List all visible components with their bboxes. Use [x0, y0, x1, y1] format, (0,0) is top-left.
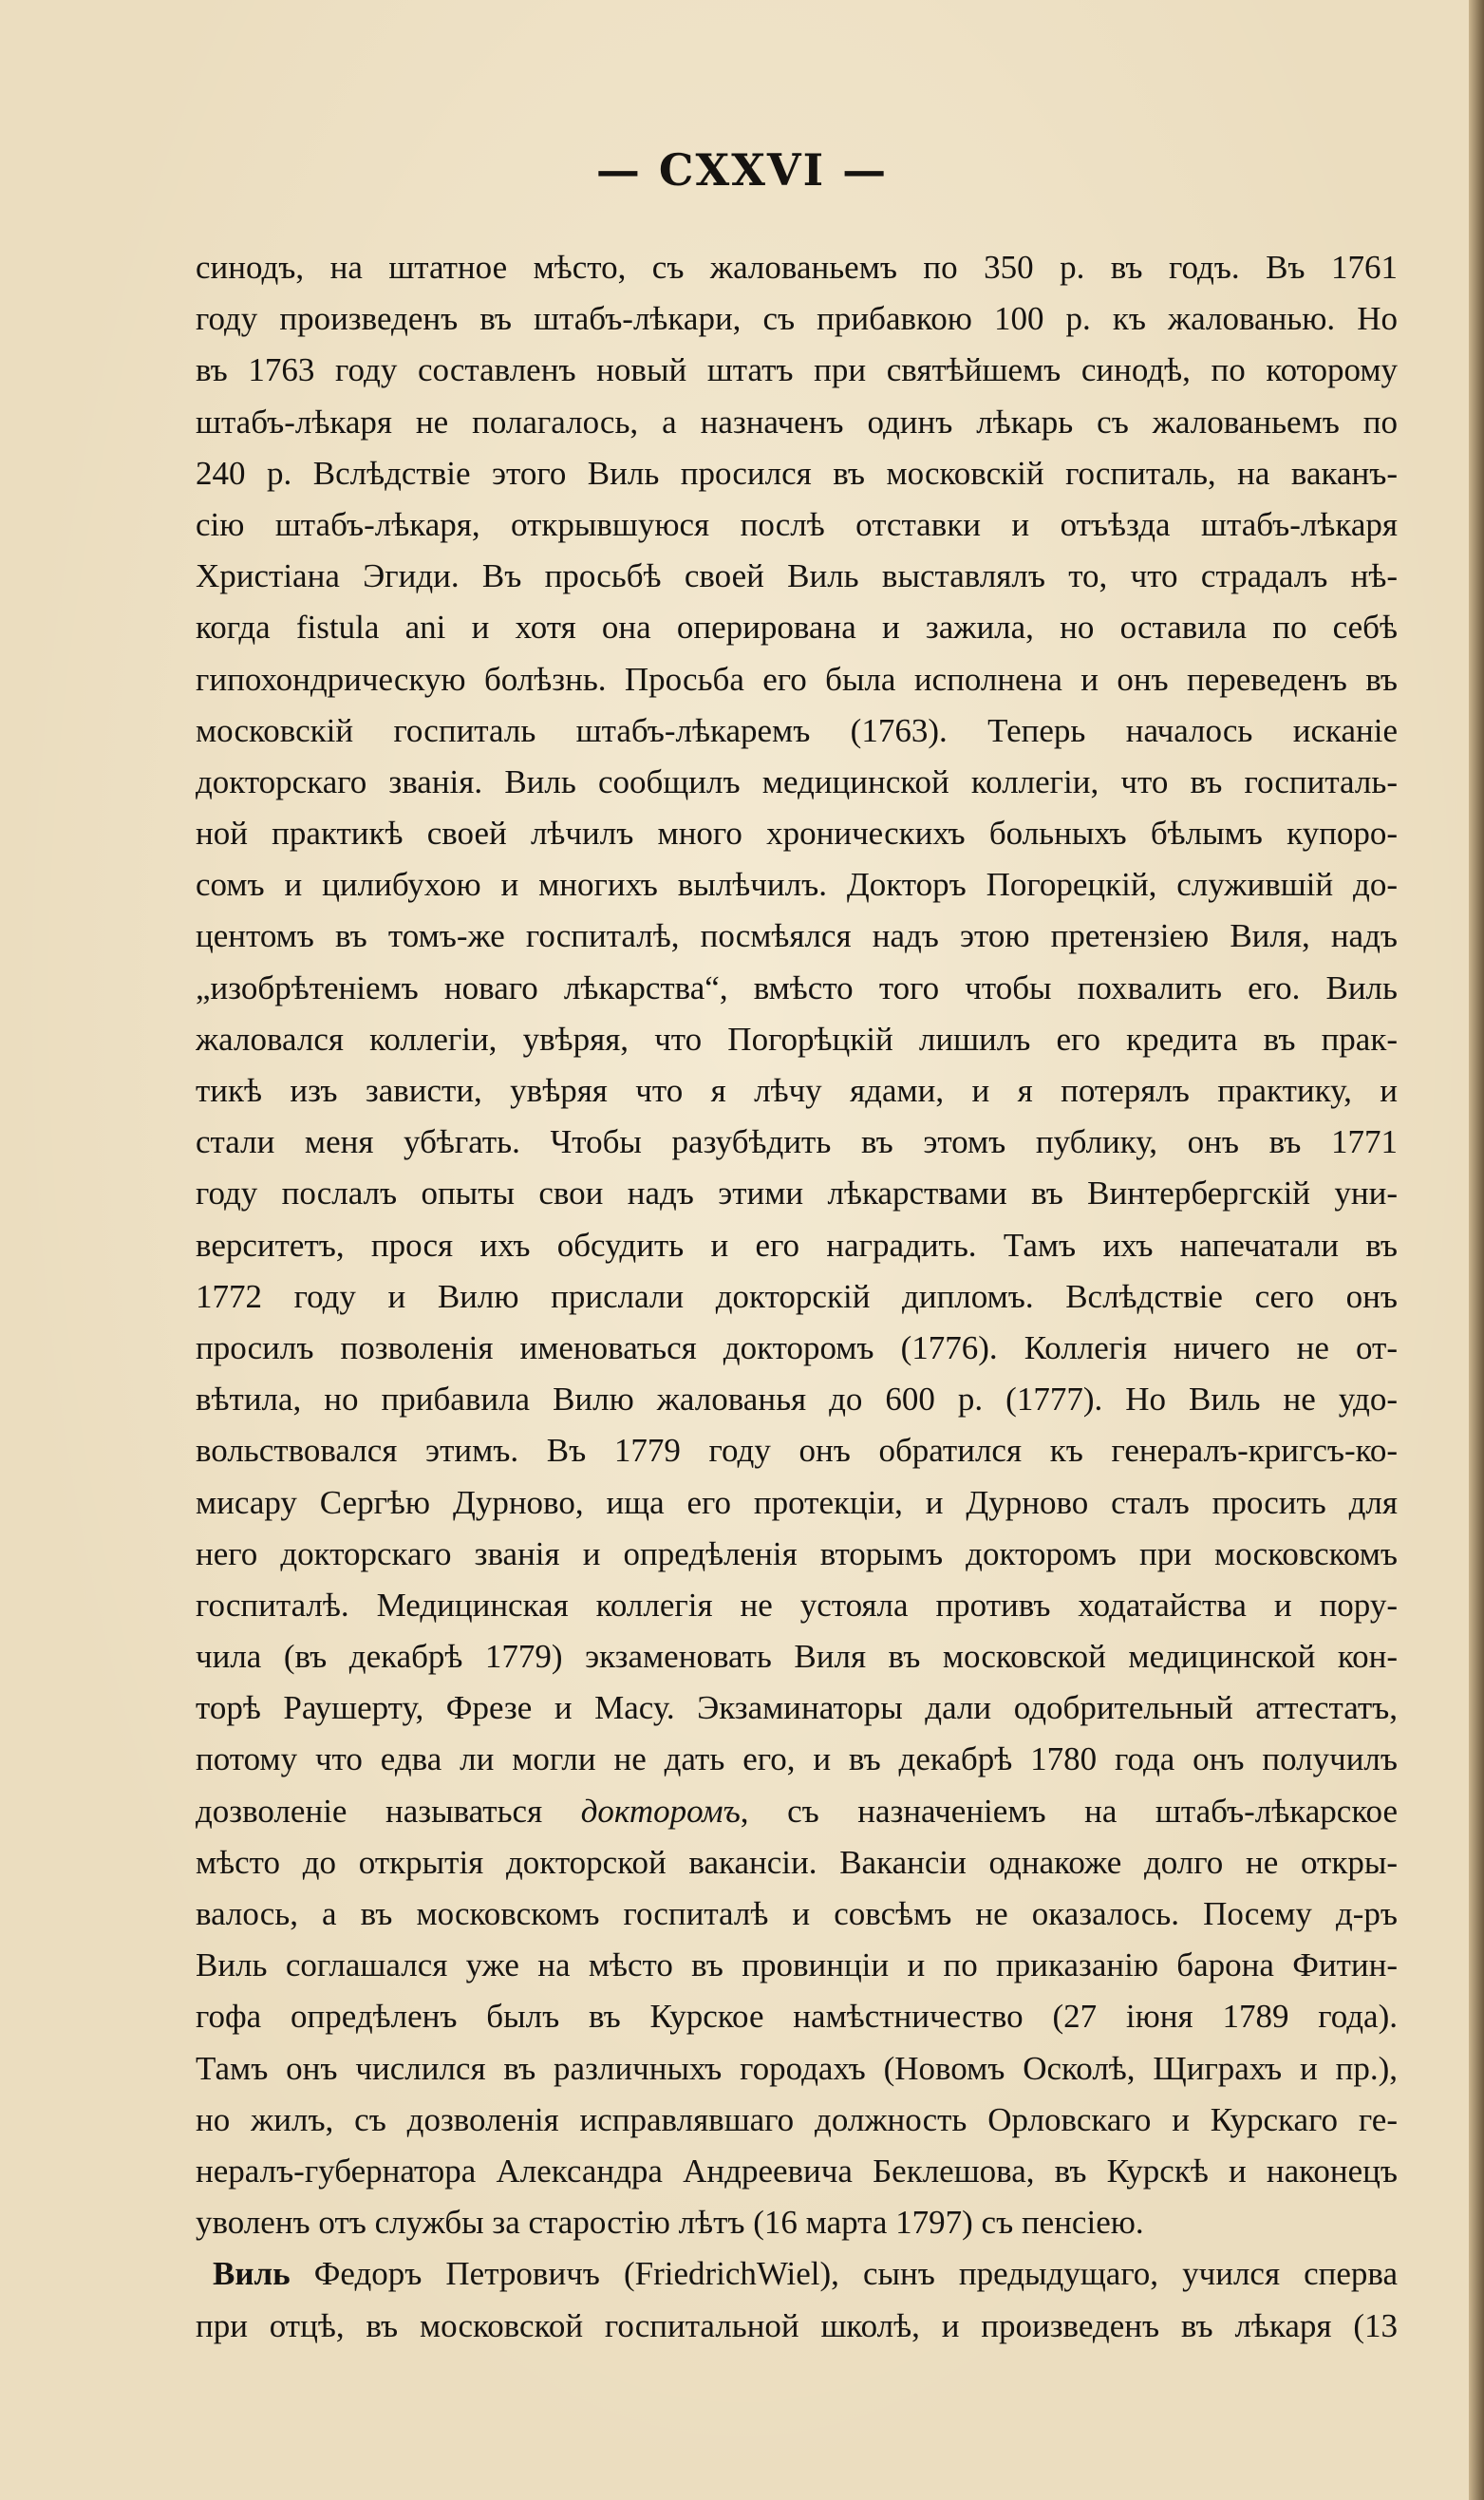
- text-line: Виль соглашался уже на мѣсто въ провинціи и по приказанію барона Фитин-: [196, 1946, 1398, 1984]
- text-line: году произведенъ въ штабъ-лѣкари, съ прибавкою 100 р. къ жалованью. Но: [196, 300, 1398, 338]
- text-line: стали меня убѣгать. Чтобы разубѣдить въ этомъ публику, онъ въ 1771: [196, 1123, 1398, 1161]
- text-line: ной практикѣ своей лѣчилъ много хроническихъ больныхъ бѣлымъ купоро-: [196, 815, 1398, 853]
- text-line: синодъ, на штатное мѣсто, съ жалованьемъ по 350 р. въ годъ. Въ 1761: [196, 249, 1398, 286]
- text-line: гофа опредѣленъ былъ въ Курское намѣстничество (27 іюня 1789 года).: [196, 1998, 1398, 2036]
- page-edge-shadow: [1469, 0, 1484, 2500]
- text-line: „изобрѣтеніемъ новаго лѣкарства“, вмѣсто того чтобы похвалить его. Виль: [196, 968, 1398, 1006]
- text-line: году послалъ опыты свои надъ этими лѣкарствами въ Винтербергскій уни-: [196, 1175, 1398, 1212]
- text-line: чила (въ декабрѣ 1779) экзаменовать Виля въ московской медицинской кон-: [196, 1638, 1398, 1676]
- text-line: гипохондрическую болѣзнь. Просьба его была исполнена и онъ переведенъ въ: [196, 660, 1398, 698]
- text-line: Тамъ онъ числился въ различныхъ городахъ (Новомъ Осколѣ, Щиграхъ и пр.),: [196, 2049, 1398, 2087]
- text-line: валось, а въ московскомъ госпиталѣ и совсѣмъ не оказалось. Посему д-ръ: [196, 1895, 1398, 1932]
- text-line: уволенъ отъ службы за старостію лѣтъ (16 марта 1797) съ пенсіею.: [196, 2204, 1144, 2242]
- text-line: но жилъ, съ дозволенія исправлявшаго должность Орловскаго и Курскаго ге-: [196, 2100, 1398, 2138]
- text-line: въ 1763 году составленъ новый штатъ при святѣйшемъ синодѣ, по которому: [196, 351, 1398, 389]
- text-line: штабъ-лѣкаря не полагалось, а назначенъ одинъ лѣкарь съ жалованьемъ по: [196, 403, 1398, 441]
- paragraph-start-line: [196, 2248, 1398, 2300]
- text-line: Христіана Эгиди. Въ просьбѣ своей Виль выставлялъ то, что страдалъ нѣ-: [196, 557, 1398, 595]
- text-line: мисару Сергѣю Дурново, ища его протекціи, и Дурново сталъ просить для: [196, 1483, 1398, 1521]
- emphasized-word: докторомъ: [580, 1792, 741, 1830]
- text-line: потому что едва ли могли не дать его, и въ декабрѣ 1780 года онъ получилъ: [196, 1740, 1398, 1778]
- text-line: 1772 году и Вилю прислали докторскій дипломъ. Вслѣдствіе сего онъ: [196, 1277, 1398, 1315]
- text-line: нералъ-губернатора Александра Андреевича Беклешова, въ Курскѣ и наконецъ: [196, 2152, 1398, 2190]
- body-text: [196, 242, 1398, 2352]
- text-line: 240 р. Вслѣдствіе этого Виль просился въ московскій госпиталь, на ваканъ-: [196, 454, 1398, 492]
- text-line: просилъ позволенія именоваться докторомъ (1776). Коллегія ничего не от-: [196, 1328, 1398, 1366]
- text-line: мѣсто до открытія докторской вакансіи. Вакансіи однакоже долго не откры-: [196, 1843, 1398, 1881]
- text-line: него докторскаго званія и опредѣленія вторымъ докторомъ при московскомъ: [196, 1534, 1398, 1572]
- text-line: дозволеніе называться докторомъ, съ назначеніемъ на штабъ-лѣкарское: [196, 1792, 1398, 1830]
- text-line: верситетъ, прося ихъ обсудить и его наградить. Тамъ ихъ напечатали въ: [196, 1226, 1398, 1264]
- text-line: центомъ въ томъ-же госпиталѣ, посмѣялся надъ этою претензіею Виля, надъ: [196, 917, 1398, 955]
- text-line: докторскаго званія. Виль сообщилъ медицинской коллегіи, что въ госпиталь-: [196, 762, 1398, 800]
- text-line: торѣ Раушерту, Фрезе и Масу. Экзаминаторы дали одобрительный аттестатъ,: [196, 1689, 1398, 1727]
- entry-name: Виль: [213, 2255, 291, 2293]
- text-line: когда fistula ani и хотя она оперирована и зажила, но оставила по себѣ: [196, 609, 1398, 647]
- entry-text: Федоръ Петровичъ (FriedrichWiel), сынъ предыдущаго, учился сперва: [313, 2255, 1398, 2293]
- text-line: вѣтила, но прибавила Вилю жалованья до 600 р. (1777). Но Виль не удо-: [196, 1381, 1398, 1419]
- text-line: госпиталѣ. Медицинская коллегія не устояла противъ ходатайства и пору-: [196, 1586, 1398, 1624]
- text-line: вольствовался этимъ. Въ 1779 году онъ обратился къ генералъ-кригсъ-ко-: [196, 1432, 1398, 1470]
- text-line: при отцѣ, въ московской госпитальной школѣ, и произведенъ въ лѣкаря (13: [196, 2306, 1398, 2344]
- text-line: московскій госпиталь штабъ-лѣкаремъ (1763). Теперь началось исканіе: [196, 711, 1398, 749]
- text-line: жаловался коллегіи, увѣряя, что Погорѣцкій лишилъ его кредита въ прак-: [196, 1020, 1398, 1058]
- text-line: сомъ и цилибухою и многихъ вылѣчилъ. Докторъ Погорецкій, служившій до-: [196, 866, 1398, 904]
- text-line: тикѣ изъ зависти, увѣряя что я лѣчу ядами, и я потерялъ практику, и: [196, 1072, 1398, 1109]
- text-line: сію штабъ-лѣкаря, открывшуюся послѣ отставки и отъѣзда штабъ-лѣкаря: [196, 505, 1398, 543]
- page-number-header: — CXXVI —: [595, 144, 889, 196]
